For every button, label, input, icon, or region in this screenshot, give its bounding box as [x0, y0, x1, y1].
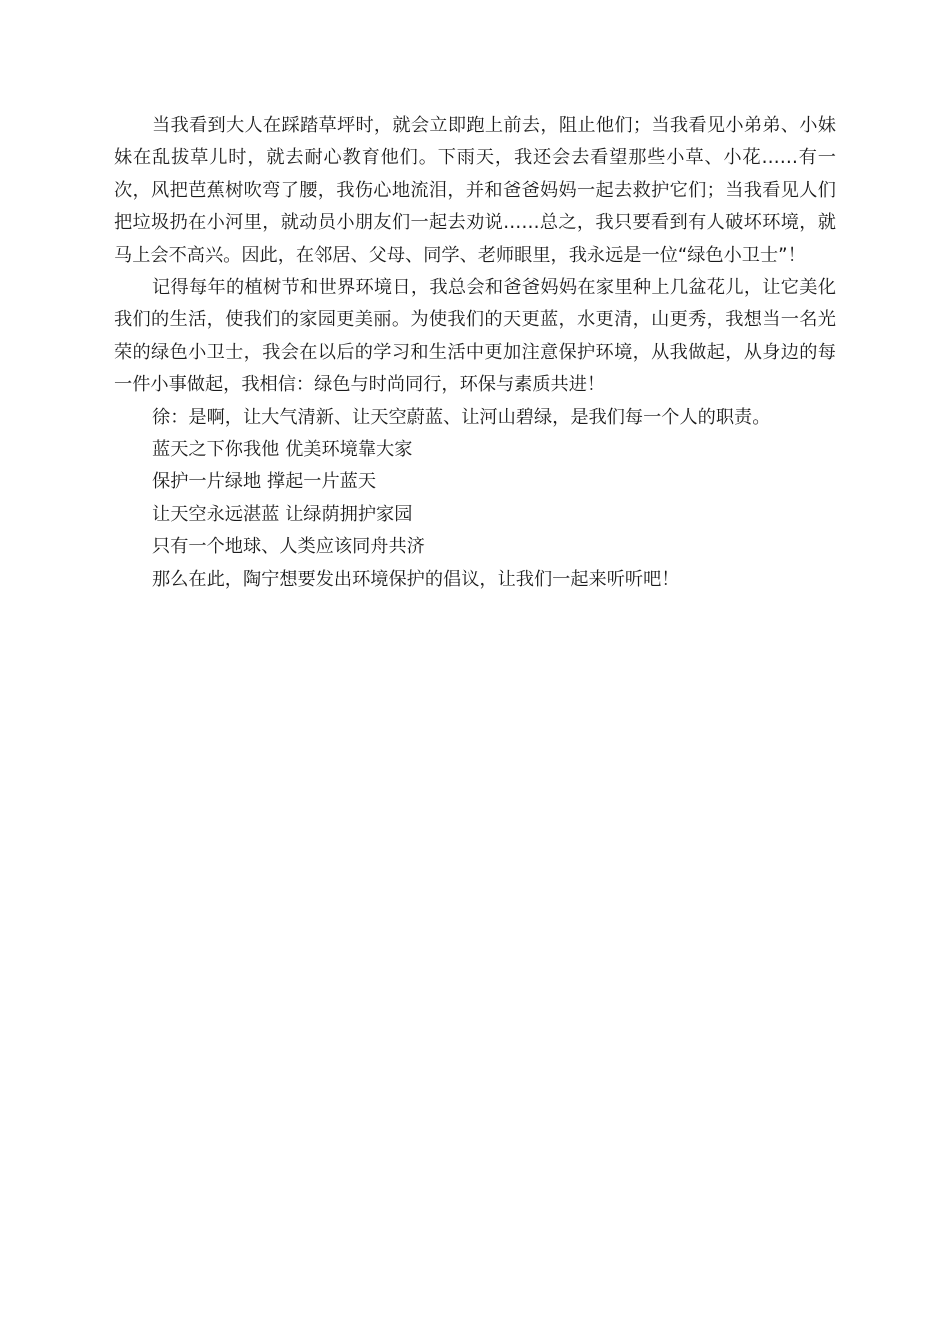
slogan-line-4: 只有一个地球、人类应该同舟共济 [152, 536, 425, 558]
paragraph-tree-planting: 记得每年的植树节和世界环境日，我总会和爸爸妈妈在家里种上几盆花儿，让它美化我们的生活，使我们的家园更美丽。为使我们的天更蓝，水更清，山更秀，我想当一名光荣的绿色小卫士，我会在以后的学习和生活中更加注意保护环境，从我做起，从身边的每一件小事做起，我相信：绿色与时尚同行，环保与素质共进！ [114, 277, 836, 396]
line-closing-proposal: 那么在此，陶宁想要发出环境保护的倡议，让我们一起来听听吧！ [152, 568, 680, 590]
slogan-line-3: 让天空永远湛蓝 让绿荫拥护家园 [152, 503, 413, 525]
document-page [114, 110, 836, 596]
slogan-line-1: 蓝天之下你我他 优美环境靠大家 [152, 439, 413, 461]
paragraph-green-guardian: 当我看到大人在踩踏草坪时，就会立即跑上前去，阻止他们；当我看见小弟弟、小妹妹在乱拔草儿时，就去耐心教育他们。下雨天，我还会去看望那些小草、小花……有一次，风把芭蕉树吹弯了腰，我伤心地流泪，并和爸爸妈妈一起去救护它们；当我看见人们把垃圾扔在小河里，就动员小朋友们一起去劝说……总之，我只要看到有人破坏环境，就马上会不高兴。因此，在邻居、父母、同学、老师眼里，我永远是一位“绿色小卫士”！ [114, 115, 836, 266]
slogan-line-2: 保护一片绿地 撑起一片蓝天 [152, 471, 377, 493]
line-xu-speech: 徐：是啊，让大气清新、让天空蔚蓝、让河山碧绿，是我们每一个人的职责。 [152, 406, 771, 428]
